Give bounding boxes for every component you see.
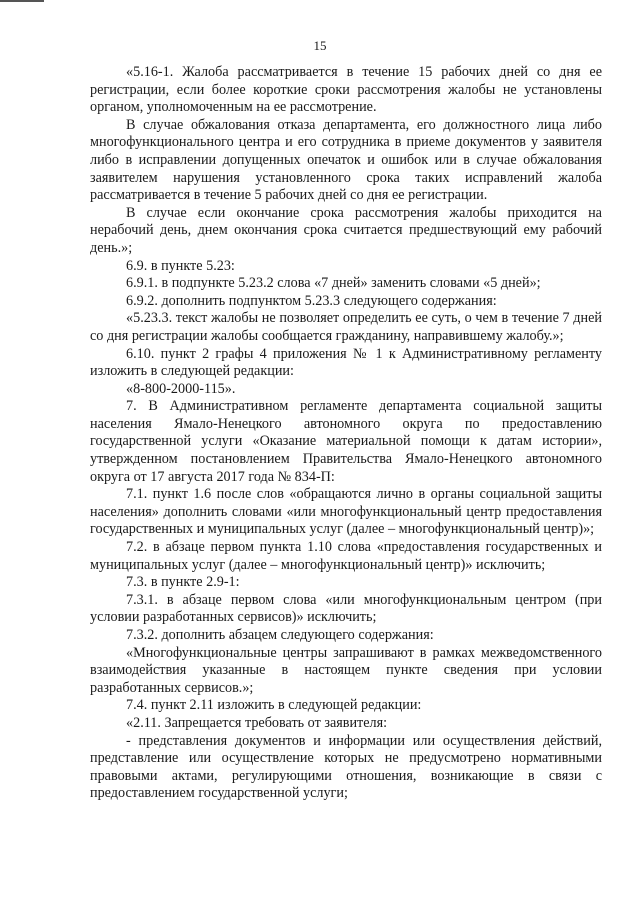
paragraph: 6.9. в пункте 5.23: <box>126 257 235 274</box>
paragraph: 7. В Административном регламенте департамента социальной защиты населения Ямало-Ненецкого автономного округа по предоставлению государственной услуги «Оказание материальной помощи к датам истории», утвержденном постановлением Правительства Ямало-Ненецкого автономного округа от 17 августа 2017 года № 834-П: <box>90 398 602 485</box>
scan-edge-mark <box>0 0 44 2</box>
page-number: 15 <box>313 38 327 53</box>
paragraph: В случае если окончание срока рассмотрения жалобы приходится на нерабочий день, днем окончания срока считается предшествующий ему рабочий день.»; <box>90 204 602 256</box>
paragraph: 7.3.1. в абзаце первом слова «или многофункциональным центром (при условии разработанных сервисов)» исключить; <box>90 591 602 626</box>
paragraph: «5.23.3. текст жалобы не позволяет определить ее суть, о чем в течение 7 дней со дня регистрации жалобы сообщается гражданину, направившему жалобу.»; <box>90 310 602 344</box>
paragraph: 7.3.2. дополнить абзацем следующего содержания: <box>126 627 434 643</box>
paragraph: «Многофункциональные центры запрашивают в рамках межведомственного взаимодействия указанные в настоящем пункте сведения при условии разработанных сервисов.»; <box>90 644 602 696</box>
paragraph: 7.4. пункт 2.11 изложить в следующей редакции: <box>126 697 422 714</box>
paragraph: В случае обжалования отказа департамента, его должностного лица либо многофункционального центра и его сотрудника в приеме документов у заявителя либо в исправлении допущенных опечаток и ошибок или в случае обжалования заявителем нарушения установленного срока таких исправлений жалоба рассматривается в течение 5 рабочих дней со дня ее регистрации. <box>90 116 602 204</box>
paragraph: 7.2. в абзаце первом пункта 1.10 слова «предоставления государственных и муниципальных услуг (далее – многофункциональный центр)» исключить; <box>90 539 602 573</box>
paragraph: 6.10. пункт 2 графы 4 приложения № 1 к Административному регламенту изложить в следующей редакции: <box>90 345 602 380</box>
paragraph: 6.9.2. дополнить подпунктом 5.23.3 следующего содержания: <box>126 292 497 309</box>
paragraph: 6.9.1. в подпункте 5.23.2 слова «7 дней» заменить словами «5 дней»; <box>126 275 541 292</box>
document-body <box>90 64 602 803</box>
paragraph: «5.16-1. Жалоба рассматривается в течение 15 рабочих дней со дня ее регистрации, если более короткие сроки рассмотрения жалобы не установлены органом, уполномоченным на ее рассмотрение. <box>90 64 602 116</box>
paragraph: 7.1. пункт 1.6 после слов «обращаются лично в органы социальной защиты населения» дополнить словами «или многофункциональный центр предоставления государственных и муниципальных услуг (далее – многофункциональный центр)»; <box>90 486 602 538</box>
paragraph: - представления документов и информации или осуществления действий, представление или осуществление которых не предусмотрено нормативными правовыми актами, регулирующими отношения, возникающие в связи с предоставлением государственной услуги; <box>90 732 602 802</box>
paragraph: «8-800-2000-115». <box>126 380 236 397</box>
paragraph: «2.11. Запрещается требовать от заявителя: <box>126 714 388 731</box>
paragraph: 7.3. в пункте 2.9-1: <box>126 574 240 591</box>
